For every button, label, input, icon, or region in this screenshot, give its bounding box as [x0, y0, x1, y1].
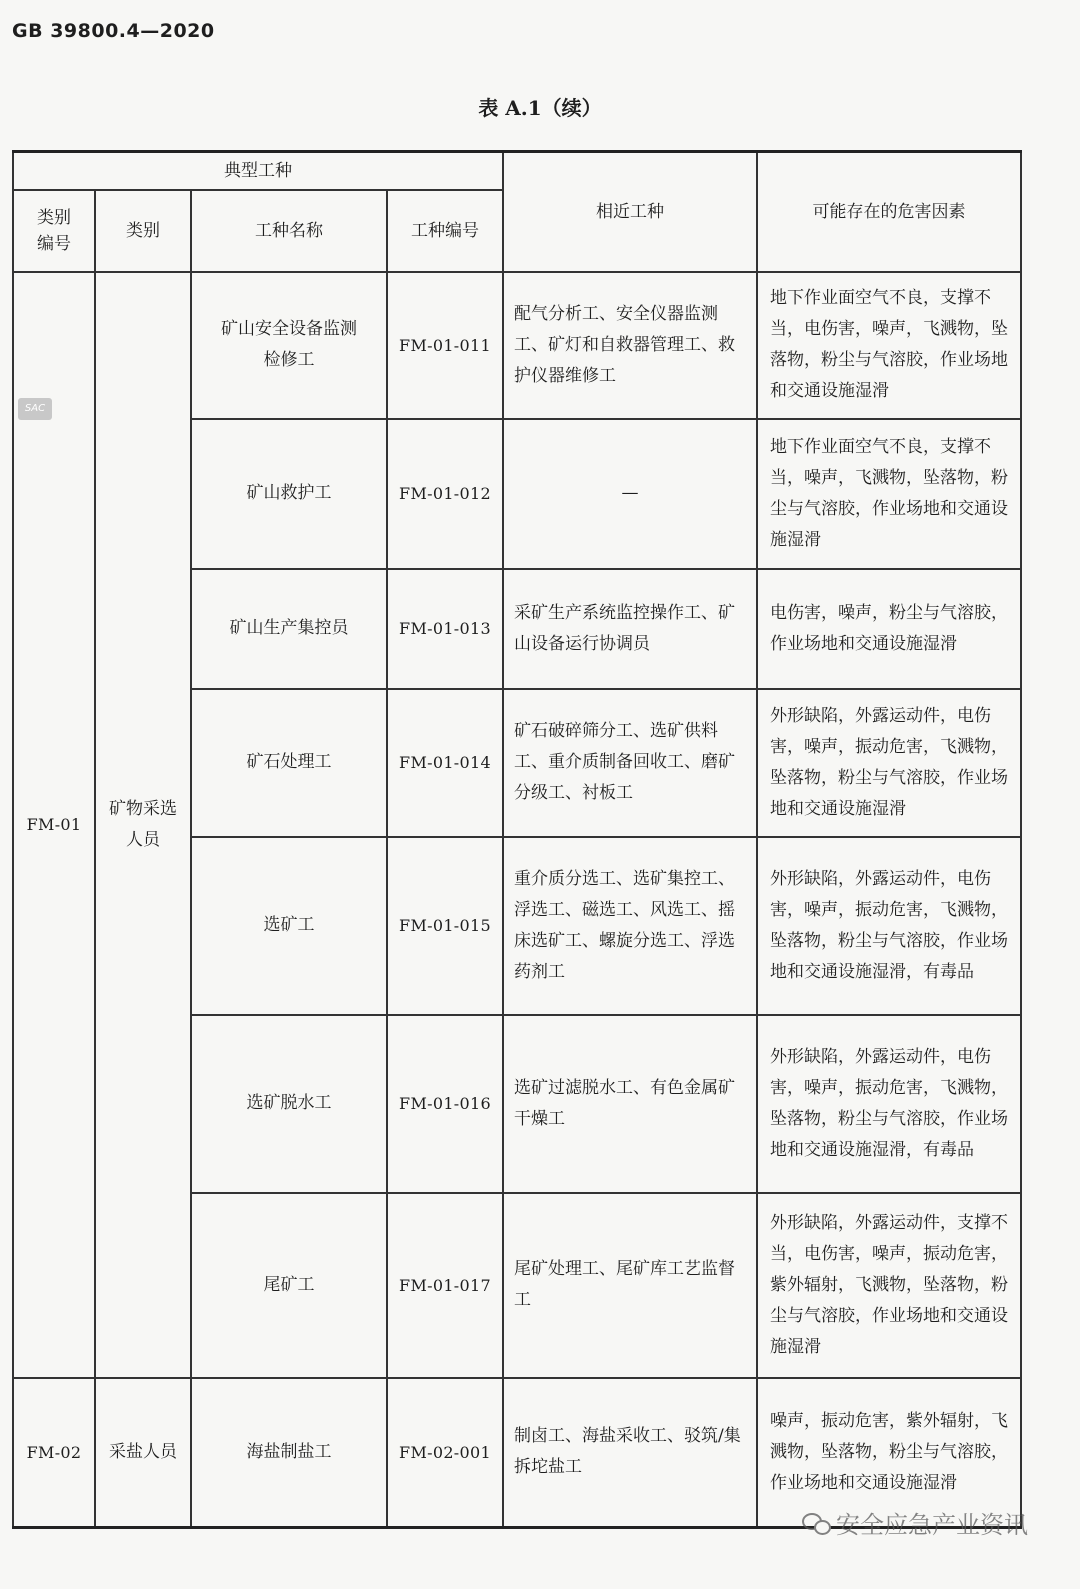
job-name-cell: 选矿工: [191, 837, 387, 1015]
similar-jobs-cell: 选矿过滤脱水工、有色金属矿干燥工: [503, 1015, 757, 1193]
header-job-name: 工种名称: [191, 190, 387, 272]
hazards-cell: 外形缺陷，外露运动件，支撑不当，电伤害，噪声，振动危害，紫外辐射，飞溅物，坠落物，粉尘与气溶胶，作业场地和交通设施湿滑: [757, 1193, 1021, 1378]
similar-jobs-cell: —: [503, 419, 757, 569]
similar-jobs-cell: 制卤工、海盐采收工、驳筑/集拆坨盐工: [503, 1378, 757, 1528]
job-name-cell: 海盐制盐工: [191, 1378, 387, 1528]
header-similar-jobs: 相近工种: [503, 152, 757, 272]
wechat-icon: [802, 1511, 830, 1535]
hazard-table: [12, 150, 1022, 1529]
header-category: 类别: [95, 190, 191, 272]
sac-stamp: SAC: [18, 398, 52, 420]
similar-jobs-cell: 采矿生产系统监控操作工、矿山设备运行协调员: [503, 569, 757, 689]
job-name-cell: 矿山救护工: [191, 419, 387, 569]
job-code-cell: FM-01-016: [387, 1015, 503, 1193]
job-name-cell: 矿山生产集控员: [191, 569, 387, 689]
job-name-cell: 选矿脱水工: [191, 1015, 387, 1193]
header-typical-jobs: 典型工种: [13, 152, 503, 190]
job-code-cell: FM-01-012: [387, 419, 503, 569]
hazards-cell: 外形缺陷，外露运动件，电伤害，噪声，振动危害，飞溅物，坠落物，粉尘与气溶胶，作业场地和交通设施湿滑，有毒品: [757, 1015, 1021, 1193]
hazards-cell: 外形缺陷，外露运动件，电伤害，噪声，振动危害，飞溅物，坠落物，粉尘与气溶胶，作业场地和交通设施湿滑: [757, 689, 1021, 837]
hazards-cell: 地下作业面空气不良，支撑不当，噪声，飞溅物，坠落物，粉尘与气溶胶，作业场地和交通设施湿滑: [757, 419, 1021, 569]
job-code-cell: FM-02-001: [387, 1378, 503, 1528]
job-code-cell: FM-01-015: [387, 837, 503, 1015]
watermark-text: 安全应急产业资讯: [836, 1511, 1028, 1539]
table-caption: 表 A.1（续）: [478, 96, 602, 120]
header-category-code: 类别 编号: [13, 190, 95, 272]
hazards-cell: 噪声，振动危害，紫外辐射，飞溅物，坠落物，粉尘与气溶胶，作业场地和交通设施湿滑: [757, 1378, 1021, 1528]
hazards-cell: 地下作业面空气不良，支撑不当，电伤害，噪声，飞溅物，坠落物，粉尘与气溶胶，作业场地和交通设施湿滑: [757, 272, 1021, 419]
table-row: [13, 272, 1021, 419]
job-code-cell: FM-01-011: [387, 272, 503, 419]
category-cell: 矿物采选 人员: [95, 272, 191, 1378]
category-code-cell: FM-01: [13, 272, 95, 1378]
similar-jobs-cell: 尾矿处理工、尾矿库工艺监督工: [503, 1193, 757, 1378]
job-name-cell: 尾矿工: [191, 1193, 387, 1378]
job-name-cell: 矿石处理工: [191, 689, 387, 837]
similar-jobs-cell: 配气分析工、安全仪器监测工、矿灯和自救器管理工、救护仪器维修工: [503, 272, 757, 419]
similar-jobs-cell: 矿石破碎筛分工、选矿供料工、重介质制备回收工、磨矿分级工、衬板工: [503, 689, 757, 837]
watermark: [802, 1505, 1028, 1540]
category-cell: 采盐人员: [95, 1378, 191, 1528]
header-job-code: 工种编号: [387, 190, 503, 272]
hazards-cell: 电伤害，噪声，粉尘与气溶胶，作业场地和交通设施湿滑: [757, 569, 1021, 689]
similar-jobs-cell: 重介质分选工、选矿集控工、浮选工、磁选工、风选工、摇床选矿工、螺旋分选工、浮选药剂工: [503, 837, 757, 1015]
job-code-cell: FM-01-013: [387, 569, 503, 689]
standard-code: GB 39800.4—2020: [12, 20, 215, 42]
header-hazards: 可能存在的危害因素: [757, 152, 1021, 272]
category-code-cell: FM-02: [13, 1378, 95, 1528]
job-name-cell: 矿山安全设备监测 检修工: [191, 272, 387, 419]
hazards-cell: 外形缺陷，外露运动件，电伤害，噪声，振动危害，飞溅物，坠落物，粉尘与气溶胶，作业场地和交通设施湿滑，有毒品: [757, 837, 1021, 1015]
job-code-cell: FM-01-017: [387, 1193, 503, 1378]
job-code-cell: FM-01-014: [387, 689, 503, 837]
